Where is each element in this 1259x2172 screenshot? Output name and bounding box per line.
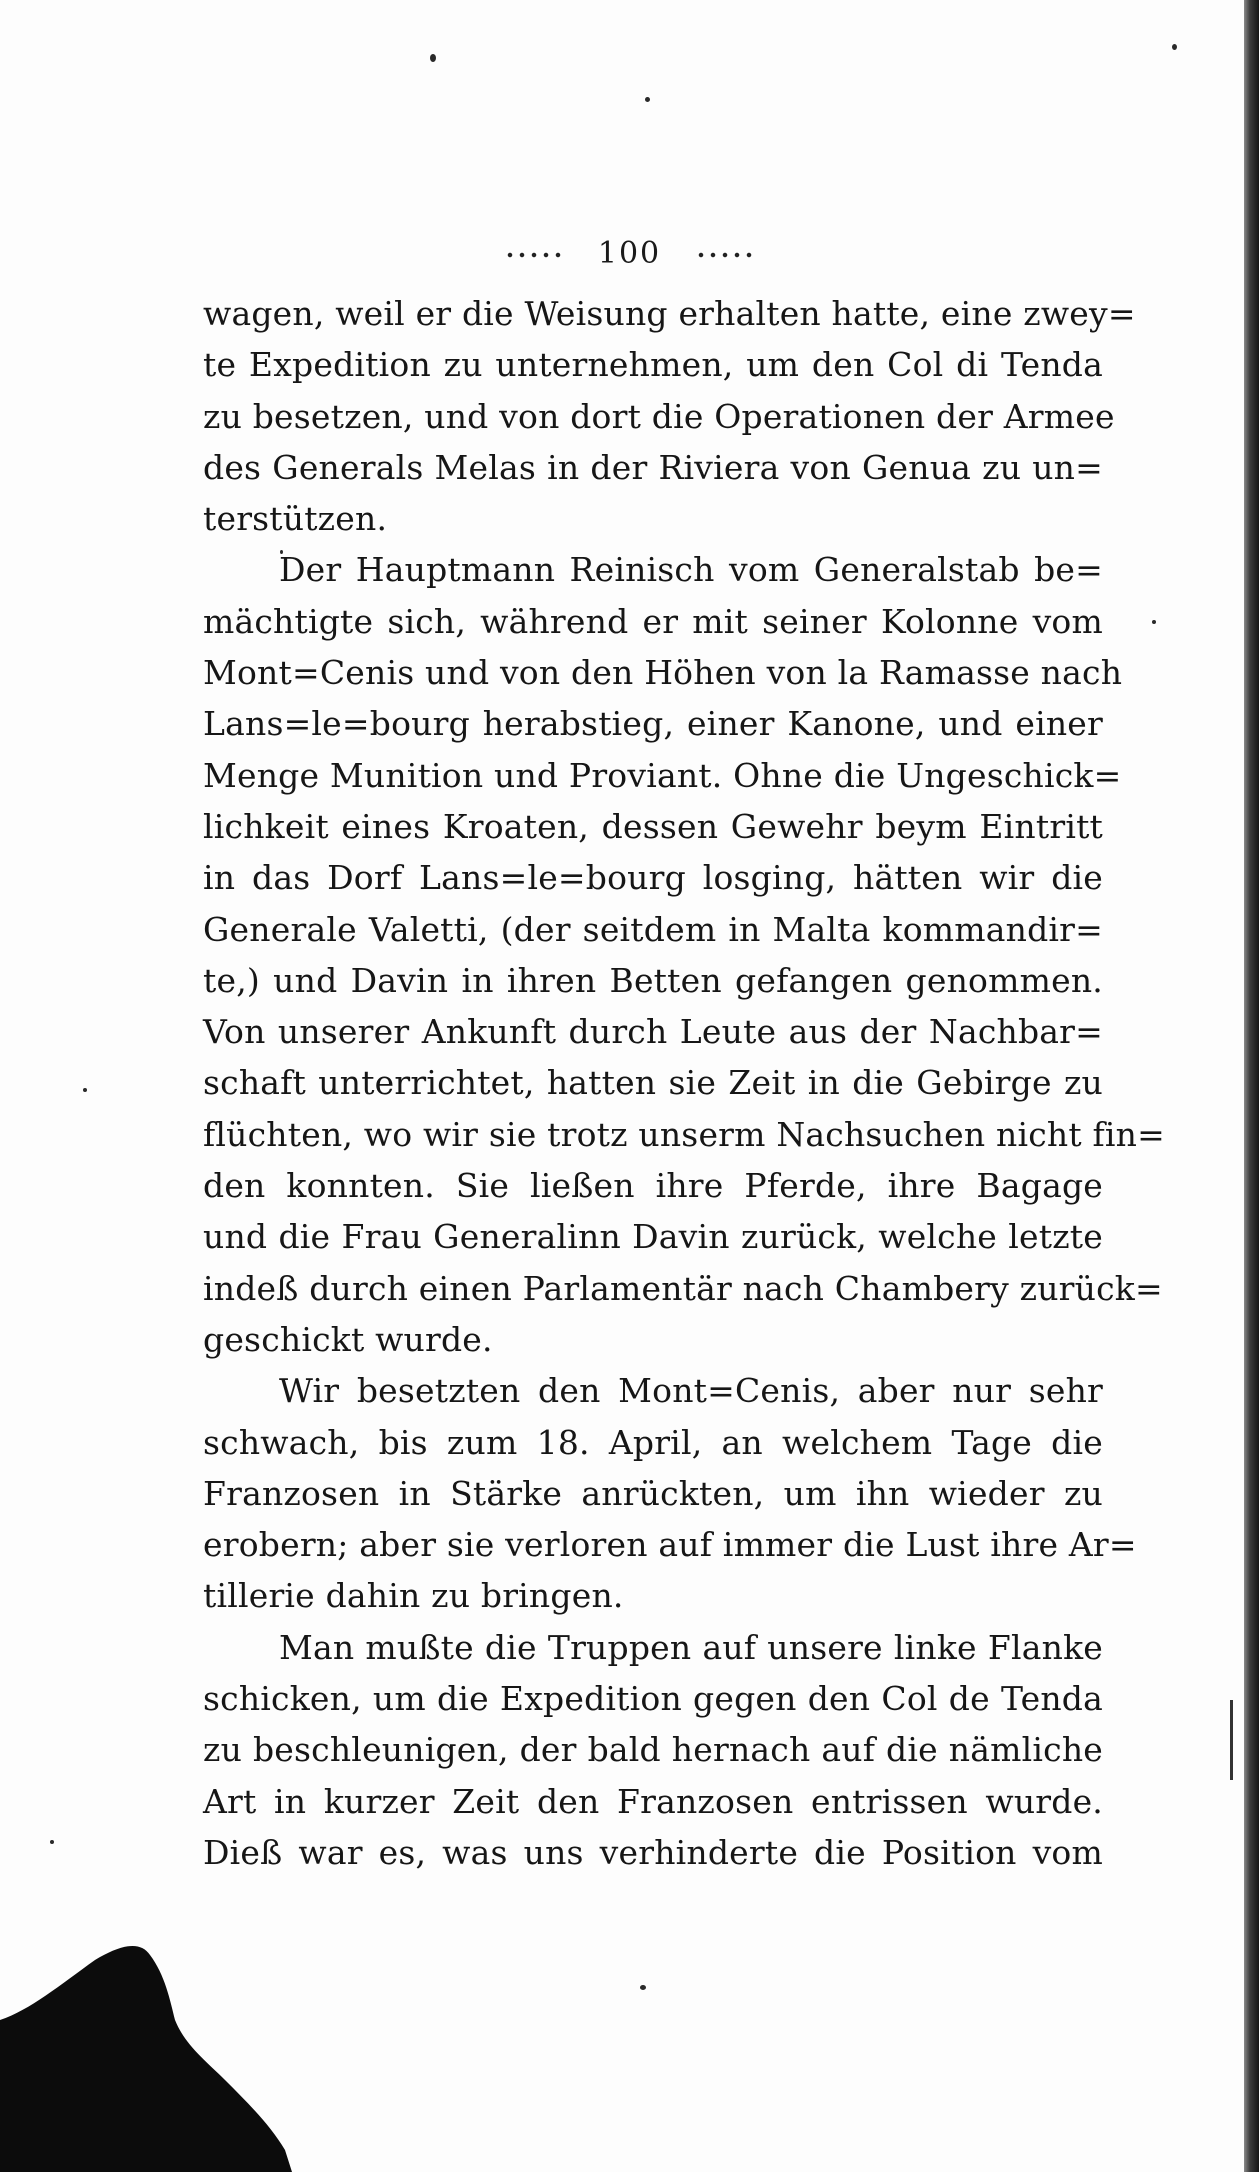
scan-speck — [430, 54, 436, 62]
text-line: des Generals Melas in der Riviera von Genua zu un= — [203, 447, 1103, 487]
text-line: indeß durch einen Parlamentär nach Chambery zurück= — [203, 1268, 1163, 1308]
scan-speck — [50, 1840, 54, 1844]
text-line: geschickt wurde. — [203, 1319, 493, 1359]
text-line: und die Frau Generalinn Davin zurück, welche letzte — [203, 1217, 1103, 1257]
ornament-left — [504, 252, 564, 258]
text-line: Mont=Cenis und von den Höhen von la Ramasse nach — [203, 653, 1123, 693]
text-line: schicken, um die Expedition gegen den Col de Tenda — [203, 1679, 1103, 1719]
text-line: Dieß war es, was uns verhinderte die Position vom — [203, 1832, 1103, 1872]
running-header — [0, 236, 1259, 271]
text-line: den konnten. Sie ließen ihre Pferde, ihre Bagage — [203, 1166, 1103, 1206]
text-line: wagen, weil er die Weisung erhalten hatte, eine zwey= — [203, 294, 1136, 333]
scan-speck — [1172, 44, 1177, 50]
text-line: te,) und Davin in ihren Betten gefangen genommen. — [203, 960, 1103, 1000]
text-line: Der Hauptmann Reinisch vom Generalstab be= — [279, 550, 1103, 590]
scan-speck — [83, 1088, 87, 1092]
text-line: Von unserer Ankunft durch Leute aus der Nachbar= — [203, 1012, 1103, 1052]
text-line: lichkeit eines Kroaten, dessen Gewehr beym Eintritt — [203, 806, 1103, 846]
text-line: in das Dorf Lans=le=bourg losging, hätten wir die — [203, 858, 1103, 898]
text-line: Man mußte die Truppen auf unsere linke Flanke — [279, 1627, 1103, 1667]
page-number: 100 — [597, 236, 662, 271]
text-line: Menge Munition und Proviant. Ohne die Ungeschick= — [203, 755, 1122, 795]
text-line: terstützen. — [203, 499, 388, 539]
text-line: Art in kurzer Zeit den Franzosen entrissen wurde. — [203, 1781, 1103, 1821]
text-line: te Expedition zu unternehmen, um den Col di Tenda — [203, 345, 1103, 385]
text-line: Wir besetzten den Mont=Cenis, aber nur sehr — [279, 1371, 1103, 1411]
body-text — [203, 288, 1165, 1878]
text-line: Lans=le=bourg herabstieg, einer Kanone, und einer — [203, 704, 1103, 744]
text-line: zu beschleunigen, der bald hernach auf die nämliche — [203, 1730, 1103, 1770]
text-line: flüchten, wo wir sie trotz unserm Nachsuchen nicht fin= — [203, 1114, 1165, 1154]
text-line: Generale Valetti, (der seitdem in Malta kommandir= — [203, 909, 1103, 949]
scan-speck — [1152, 620, 1156, 624]
text-line: Franzosen in Stärke anrückten, um ihn wieder zu — [203, 1473, 1103, 1513]
text-line: tillerie dahin zu bringen. — [203, 1576, 624, 1616]
text-line: schwach, bis zum 18. April, an welchem Tage die — [203, 1422, 1103, 1462]
text-line: schaft unterrichtet, hatten sie Zeit in die Gebirge zu — [203, 1063, 1103, 1103]
text-line: mächtigte sich, während er mit seiner Kolonne vom — [203, 601, 1103, 641]
text-line: erobern; aber sie verloren auf immer die Lust ihre Ar= — [203, 1525, 1137, 1565]
ornament-right — [695, 252, 755, 258]
scan-speck — [645, 97, 650, 102]
text-line: zu besetzen, und von dort die Operationen der Armee — [203, 396, 1115, 436]
scan-speck — [640, 1985, 646, 1990]
